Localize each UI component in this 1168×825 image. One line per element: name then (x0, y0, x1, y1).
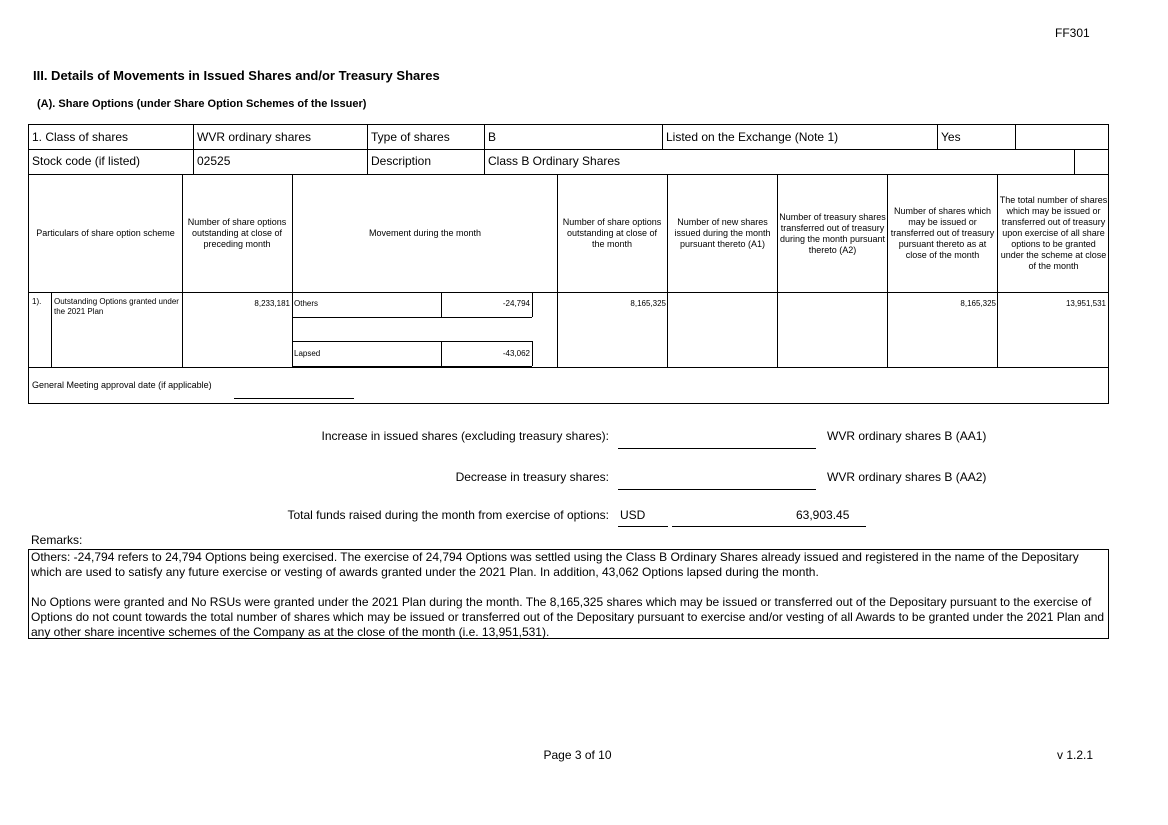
remarks-box (28, 549, 1109, 639)
col-particulars: Particulars of share option scheme (36, 228, 175, 238)
row-total-number: 13,951,531 (1065, 299, 1106, 308)
funds-currency: USD (620, 508, 646, 522)
row-may-be-issued: 8,165,325 (960, 299, 996, 308)
listed-label: Listed on the Exchange (Note 1) (666, 130, 839, 144)
remarks-label: Remarks: (31, 533, 83, 547)
row-movement-others-value: -24,794 (502, 299, 530, 308)
col-outstanding-preceding: Number of share options outstanding at close of preceding month (187, 217, 287, 249)
listed-value: Yes (941, 130, 961, 144)
share-class-header (28, 124, 1109, 175)
funds-value-line (672, 526, 866, 527)
col-total-number: The total number of shares which may be issued or transferred out of treasury upon exercise of all share options to be granted under the scheme at close of the month (999, 195, 1108, 271)
stock-code-label: Stock code (if listed) (32, 154, 141, 168)
row-outstanding-preceding: 8,233,181 (254, 299, 290, 308)
description-label: Description (371, 154, 432, 168)
col-outstanding-close: Number of share options outstanding at close of the month (562, 217, 662, 249)
increase-label: Increase in issued shares (excluding treasury shares): (321, 429, 609, 443)
class-of-shares-value: WVR ordinary shares (197, 130, 312, 144)
funds-value: 63,903.45 (796, 508, 850, 522)
general-meeting-date-line (234, 398, 354, 399)
description-value: Class B Ordinary Shares (488, 154, 621, 168)
type-of-shares-value: B (488, 130, 497, 144)
increase-unit: WVR ordinary shares B (AA1) (827, 429, 987, 443)
stock-code-value: 02525 (197, 154, 231, 168)
remarks-paragraph: Others: -24,794 refers to 24,794 Options being exercised. The exercise of 24,794 Options was settled using the Class B Ordinary Shares already issued and registered in the name of the Depositary which are used to satisfy any future exercise or vesting of awards granted under the 2021 Plan. In addition, 43,062 Options lapsed during the month. (31, 550, 1079, 579)
row-scheme-name: Outstanding Options granted under the 2021 Plan (54, 297, 179, 316)
section-title: III. Details of Movements in Issued Shares and/or Treasury Shares (33, 68, 440, 83)
page-number: Page 3 of 10 (543, 748, 612, 762)
funds-label: Total funds raised during the month from exercise of options: (287, 508, 609, 522)
col-movement: Movement during the month (368, 228, 482, 238)
decrease-unit: WVR ordinary shares B (AA2) (827, 470, 987, 484)
row-movement-lapsed-label: Lapsed (294, 349, 321, 358)
decrease-value-line (618, 489, 816, 490)
decrease-label: Decrease in treasury shares: (455, 470, 609, 484)
subsection-title: (A). Share Options (under Share Option Schemes of the Issuer) (37, 98, 367, 110)
form-version: v 1.2.1 (1057, 748, 1094, 762)
col-may-be-issued: Number of shares which may be issued or transferred out of treasury pursuant thereto as at close of the month (890, 206, 995, 260)
row-index: 1). (32, 297, 42, 306)
funds-currency-line (618, 526, 668, 527)
col-new-shares: Number of new shares issued during the month pursuant thereto (A1) (674, 217, 771, 249)
class-of-shares-label: 1. Class of shares (32, 130, 129, 144)
remarks-paragraph: No Options were granted and No RSUs were granted under the 2021 Plan during the month. The 8,165,325 shares which may be issued or transferred out of the Depositary pursuant to the exercise of Options do not count towards the total number of shares which may be issued or transferred out of the Depositary pursuant to exercise and/or vesting of all Awards to be granted under the 2021 Plan and any other share incentive schemes of the Company as at the close of the month (i.e. 13,951,531). (31, 595, 1105, 639)
row-movement-others-label: Others (294, 299, 319, 308)
row-movement-lapsed-value: -43,062 (502, 349, 530, 358)
share-options-table (28, 175, 1109, 404)
form-code: FF301 (1055, 26, 1090, 40)
row-outstanding-close: 8,165,325 (630, 299, 666, 308)
type-of-shares-label: Type of shares (371, 130, 450, 144)
increase-value-line (618, 448, 816, 449)
col-treasury-transferred: Number of treasury shares transferred out of treasury during the month pursuant thereto (A2) (779, 211, 886, 255)
general-meeting-label: General Meeting approval date (if applicable) (32, 380, 212, 390)
